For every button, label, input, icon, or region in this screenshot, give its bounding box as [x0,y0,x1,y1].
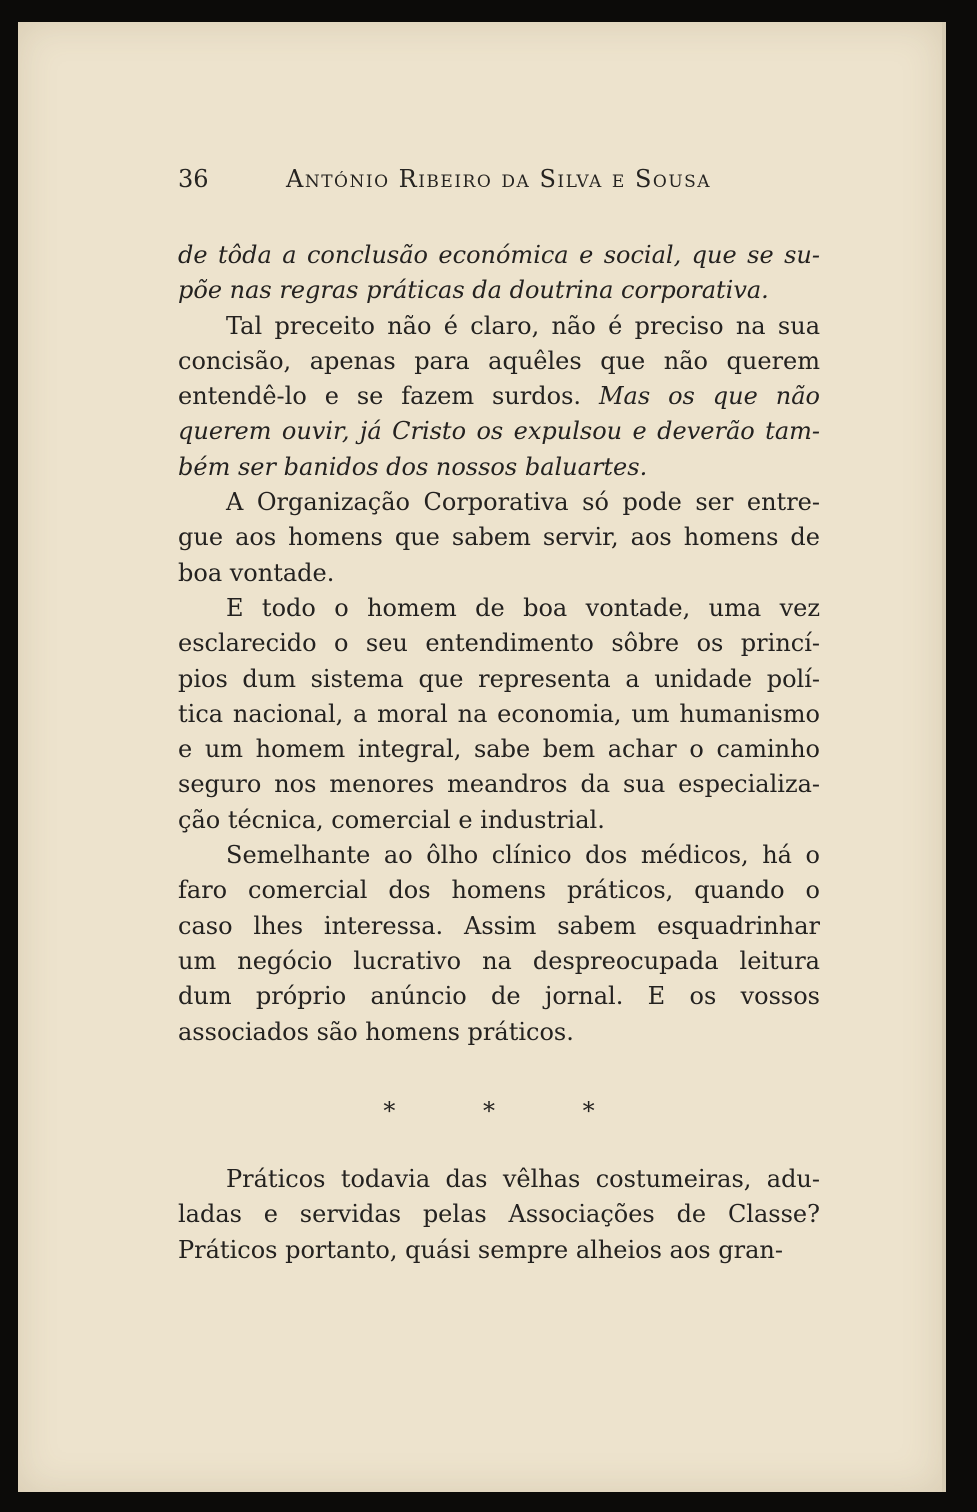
text-line: faro comercial dos homens práticos, quando o [178,876,820,905]
text-line: esclarecido o seu entendimento sôbre os princí- [178,629,820,658]
text-line: querem ouvir, já Cristo os expulsou e deverão tam- [178,417,820,446]
text-line: um negócio lucrativo na despreocupada leitura [178,946,820,975]
text-line: Semelhante ao ôlho clínico dos médicos, há o [226,841,820,870]
text-line: ção técnica, comercial e industrial. [178,805,605,834]
running-head [178,165,818,197]
text-line: Práticos portanto, quási sempre alheios aos gran- [178,1235,783,1264]
text-line [178,379,820,414]
body-text [178,238,820,1050]
text-line: e um homem integral, sabe bem achar o caminho [178,735,820,764]
text-line: dum próprio anúncio de jornal. E os vossos [178,982,820,1011]
text-line: de tôda a conclusão económica e social, que se su- [178,241,820,269]
section-separator: * * * [383,1097,635,1125]
text-line: boa vontade. [178,558,335,587]
body-text-continued [178,1162,820,1268]
text-line: seguro nos menores meandros da sua especializa- [178,770,820,799]
text-line: concisão, apenas para aquêles que não querem [178,346,820,375]
text-line: associados são homens práticos. [178,1017,574,1046]
text-line: pios dum sistema que representa a unidade polí- [178,664,820,693]
text-span-italic: Mas os que não [598,382,820,411]
text-line: caso lhes interessa. Assim sabem esquadrinhar [178,911,820,940]
text-line: Tal preceito não é claro, não é preciso na sua [226,311,820,340]
text-line: gue aos homens que sabem servir, aos homens de [178,523,820,552]
text-line: A Organização Corporativa só pode ser entre- [226,488,820,517]
text-line: E todo o homem de boa vontade, uma vez [226,593,820,622]
page-number: 36 [178,165,209,193]
text-line: bém ser banidos dos nossos baluartes. [178,452,648,481]
text-line: ladas e servidas pelas Associações de Classe? [178,1200,820,1229]
text-line: põe nas regras práticas da doutrina corporativa. [178,276,769,305]
page-edge [942,22,946,1492]
running-title: António Ribeiro da Silva e Sousa [286,165,712,193]
text-line: Práticos todavia das vêlhas costumeiras, adu- [226,1165,820,1193]
text-line: tica nacional, a moral na economia, um humanismo [178,699,820,728]
text-span: entendê-lo e se fazem surdos. [178,382,582,411]
